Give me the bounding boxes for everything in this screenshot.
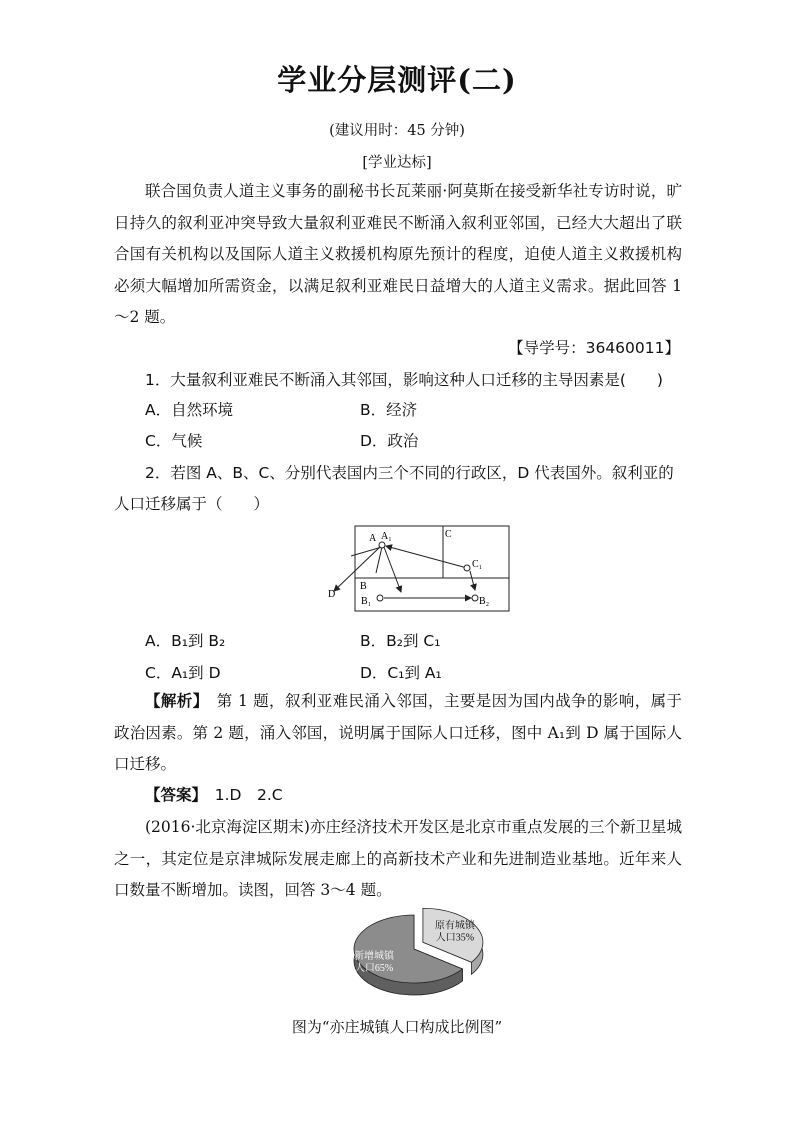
label-b1: B₁ [361,596,372,607]
analysis-tag: 【解析】 [145,692,201,710]
q1-option-b: B．经济 [360,401,418,419]
population-pie-chart [336,905,496,1005]
passage-syria: 联合国负责人道主义事务的副秘书长瓦莱丽·阿莫斯在接受新华社专访时说，旷日持久的叙利亚冲突导致大量叙利亚难民不断涌入叙利亚邻国，已经大大超出了联合国有关机构以及国际人道主义救援机构原先预计的程度，迫使人道主义救援机构必须大幅增加所需资金，以满足叙利亚难民日益增大的人道主义需求。据此回答 1～2 题。 [114,182,682,326]
suggested-time: (建议用时：45 分钟) [329,123,465,139]
guide-number: 【导学号：36460011】 [508,339,680,357]
q1-option-c: C．气候 [145,432,203,450]
question-1-stem: 1．大量叙利亚难民不断涌入其邻国，影响这种人口迁移的主导因素是( ) [145,371,663,389]
line-a1-left [351,547,382,556]
question-2-stem-line1: 2．若图 A、B、C、分别代表国内三个不同的行政区，D 代表国外。叙利亚的 [145,464,674,482]
pie-label-new: 人口65% [354,963,394,974]
point-b1 [377,595,383,601]
label-a1: A₁ [381,531,392,542]
pie-label-new: 新增城镇 [354,951,394,962]
section-heading: [学业达标] [362,155,432,171]
q1-option-a: A．自然环境 [145,401,234,419]
figure-caption: 图为“亦庄城镇人口构成比例图” [291,1018,503,1036]
point-c1 [464,565,470,571]
answer-tag: 【答案】 [145,786,200,804]
q2-option-a: A．B₁到 B₂ [145,632,226,650]
arrow-c1-to-b2 [470,571,475,590]
point-b2 [472,595,478,601]
analysis-block [114,686,682,781]
answer-block [114,780,682,812]
q2-option-b: B．B₂到 C₁ [360,632,441,650]
page-title: 学业分层测评(二) [277,63,517,97]
answer-text: 1.D 2.C [199,786,283,804]
arrow-a1-to-d [334,545,382,591]
point-a1 [379,542,385,548]
q2-option-c: C．A₁到 D [145,664,221,682]
arrow-c1-to-a1 [386,546,467,568]
pie-label-original: 人口35% [435,932,475,944]
label-b2: B₂ [479,596,490,607]
pie-label-original: 原有城镇 [434,920,475,932]
q1-option-d: D．政治 [360,432,419,450]
label-b: B [360,581,367,592]
line-a1-down [376,547,382,573]
label-c1: C₁ [472,559,483,570]
label-c: C [445,529,452,540]
q2-option-d: D．C₁到 A₁ [360,664,442,682]
migration-diagram [325,520,515,620]
passage-yizhuang: (2016·北京海淀区期末)亦庄经济技术开发区是北京市重点发展的三个新卫星城之一，其定位是京津城际发展走廊上的高新技术产业和先进制造业基地。近年来人口数量不断增加。读图，回答 3～4 题。 [114,818,682,899]
arrow-a1-to-b1 [384,547,401,592]
analysis-text: 第 1 题，叙利亚难民涌入邻国，主要是因为国内战争的影响，属于政治因素。第 2 题，涌入邻国，说明属于国际人口迁移，图中 A₁到 D 属于国际人口迁移。 [114,692,682,773]
label-a: A [369,533,377,544]
question-2-stem-line2: 人口迁移属于（ ） [114,495,270,513]
label-d: D [328,589,336,600]
